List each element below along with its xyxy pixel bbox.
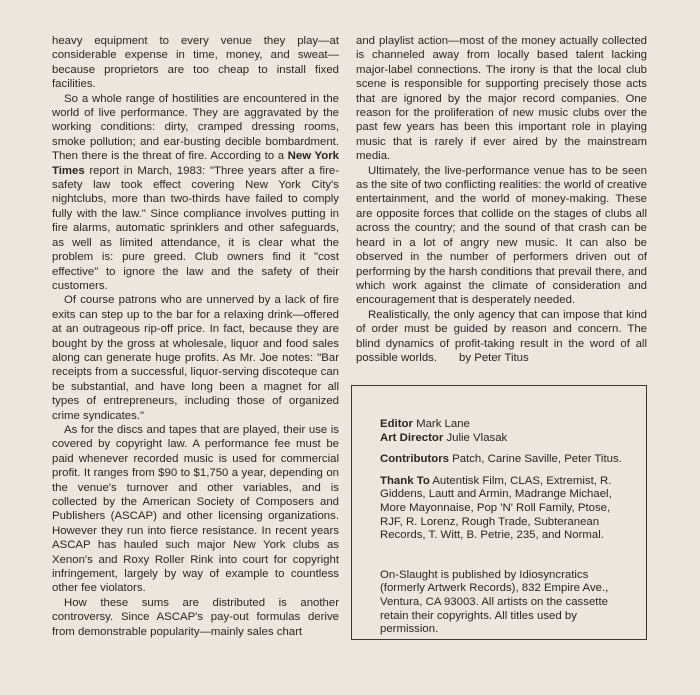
contributors-names: Patch, Carine Saville, Peter Titus. [452, 453, 622, 466]
credits-box [351, 385, 647, 640]
thanks [380, 475, 634, 543]
paragraph: As for the discs and tapes that are played, their use is covered by copyright law. A performance fee must be paid whenever recorded music is used for commercial profit. It ranges from $90 to $1,750 a year, depending on the venue's turnover and other variables, and is collected by the American Society of Composers and Publishers (ASCAP) and other licensing organizations. However they run into fierce resistance. In recent years ASCAP has hauled such major New York clubs as Xenon's and Roxy Roller Rink into court for copyright infringement, largely by way of example to countless other fee violators. [52, 423, 339, 595]
contributors-label: Contributors [380, 453, 449, 466]
publisher-note: On-Slaught is published by Idiosyncratics (formerly Artwerk Records), 832 Empire Ave., Ventura, CA 93003. All artists on the cassette retain their copyrights. All titles used by permission. [380, 568, 609, 636]
masthead-staff [380, 418, 634, 445]
paragraph: Ultimately, the live-performance venue has to be seen as the site of two conflicting realities: the world of creative entertainment, and the world of money-making. These are opposite forces that collide on the stages of clubs all across the country; and the sound of that crash can be heard in a lot of angry new music. It can also be observed in the number of performers driven out of performing by the harsh conditions that prevail there, and which work against the climate of consideration and encouragement that is desperately needed. [356, 164, 647, 307]
art-director-label: Art Director [380, 431, 444, 444]
article-column-right [356, 34, 647, 365]
paragraph: So a whole range of hostilities are encountered in the world of live performance. They are aggravated by the working conditions: dirty, cramped dressing rooms, smoke pollution; and ear-busting decible bombardment. Then there is the threat of fire. According to a New York Times report in March, 1983: "Three years after a fire-safety law took effect covering New York City's nightclubs, more than two-thirds have failed to comply fully with the law." Since compliance involves putting in fire alarms, automatic sprinklers and other safeguards, as well as limited attendance, it is clear what the problem is: pure greed. Club owners find it "cost effective" to ignore the law and the safety of their customers. [52, 92, 340, 292]
editor-label: Editor [380, 418, 413, 430]
publication-reference: New York Times [52, 150, 339, 177]
paragraph: How these sums are distributed is another controversy. Since ASCAP's pay-out formulas derive from demonstrable popularity—mainly sales chart [52, 596, 339, 638]
paragraph: heavy equipment to every venue they play—at considerable expense in time, money, and sweat—because proprietors are too cheap to install fixed facilities. [52, 35, 339, 91]
paragraph: and playlist action—most of the money actually collected is channeled away from locally based talent lacking major-label connections. The irony is that the local club scene is responsible for supporting precisely those acts that are ignored by the major record companies. One reason for the proliferation of new music clubs over the past few years has been this important role in playing music that is rarely if ever aired by the mainstream media. [356, 35, 647, 163]
editor-name: Mark Lane [416, 418, 470, 430]
paragraph: Of course patrons who are unnerved by a lack of fire exits can step up to the bar for a relaxing drink—offered at an outrageous rip-off price. In fact, because they are bought by the gross at wholesale, liquor and food sales along can generate huge profits. As Mr. Joe notes: "Bar receipts from a successful, liquor-serving discoteque can be substantial, and have long been a magnet for all types of entrepreneurs, including those of organized crime syndicates." [52, 294, 339, 422]
thanks-label: Thank To [380, 474, 430, 487]
thanks-names: Autentisk Film, CLAS, Extremist, R. Giddens, Lautt and Armin, Madrange Michael, More Mayonnaise, Pop 'N' Roll Family, Ptose, RJF, R. Lorenz, Rough Trade, Subteranean Records, T. Witt, B. Petrie, 235, and Normal. [380, 474, 612, 542]
article-column-left [52, 34, 339, 639]
byline: by Peter Titus [459, 351, 529, 364]
contributors [380, 453, 634, 467]
art-director-name: Julie Vlasak [446, 431, 508, 444]
paragraph: Realistically, the only agency that can impose that kind of order must be guided by reason and concern. The blind dynamics of profit-taking result in the word of all possible worlds. by Peter Titus [356, 308, 647, 364]
